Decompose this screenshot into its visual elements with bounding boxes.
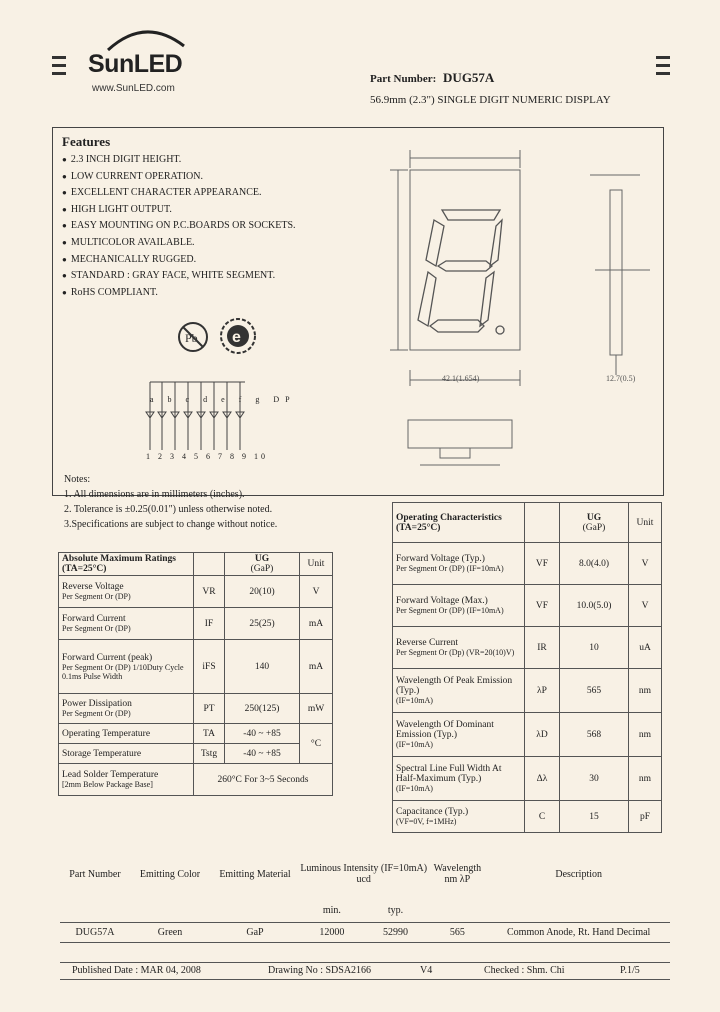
row-sub: Per Segment Or (DP) (IF=10mA) xyxy=(396,606,504,615)
row-name: Forward Current (peak) xyxy=(62,652,153,663)
row-value: 20(10) xyxy=(225,576,300,608)
footer-drawing: Drawing No : SDSA2166 xyxy=(268,965,372,976)
product-description: Common Anode, Rt. Hand Decimal xyxy=(507,926,651,938)
row-name: Wavelength Of Dominant Emission (Typ.) xyxy=(396,720,494,740)
abs-max-col-unit: Unit xyxy=(300,553,333,576)
product-typ: 52990 xyxy=(383,926,409,938)
notes-title: Notes: xyxy=(64,474,91,485)
circuit-pin-labels: a b c d e f g DP xyxy=(150,395,296,404)
row-value: 10 xyxy=(560,627,629,669)
table-row xyxy=(59,694,333,724)
row-unit: V xyxy=(629,543,662,585)
row-value: 10.0(5.0) xyxy=(560,585,629,627)
row-sub: [2mm Below Package Base] xyxy=(62,780,153,789)
product-col-material: Emitting Material xyxy=(219,868,291,880)
page-footer xyxy=(60,962,670,980)
table-row xyxy=(393,627,662,669)
package-side-drawing xyxy=(580,150,660,390)
row-symbol: iFS xyxy=(194,640,225,694)
col-ug: UG xyxy=(586,512,602,523)
product-part: DUG57A xyxy=(75,926,115,938)
op-char-col-ug xyxy=(560,503,629,543)
row-value: 140 xyxy=(225,640,300,694)
col-gap: (GaP) xyxy=(250,564,274,574)
row-name: Power Dissipation xyxy=(62,699,132,709)
feature-item: ● STANDARD : GRAY FACE, WHITE SEGMENT. xyxy=(62,268,296,285)
feature-item: ● 2.3 INCH DIGIT HEIGHT. xyxy=(62,152,296,169)
row-unit: V xyxy=(629,585,662,627)
row-value: 30 xyxy=(560,757,629,801)
product-col-part: Part Number xyxy=(69,868,121,880)
footer-page: P.1/5 xyxy=(620,965,640,976)
feature-item: ● LOW CURRENT OPERATION. xyxy=(62,169,296,186)
feature-item: ● HIGH LIGHT OUTPUT. xyxy=(62,202,296,219)
svg-text:Pb: Pb xyxy=(185,331,198,345)
product-col-color: Emitting Color xyxy=(139,868,201,880)
row-value: 8.0(4.0) xyxy=(560,543,629,585)
note-line: 3.Specifications are subject to change without notice. xyxy=(64,519,278,530)
dim-depth: 12.7(0.5) xyxy=(606,374,636,383)
footer-version: V4 xyxy=(420,965,433,976)
row-symbol: Δλ xyxy=(525,757,560,801)
product-wavelength: 565 xyxy=(449,926,465,938)
col-ug: UG xyxy=(254,554,270,564)
logo-text: SunLED xyxy=(88,50,183,78)
product-min: 12000 xyxy=(319,926,345,938)
table-row xyxy=(393,801,662,833)
table-row xyxy=(393,585,662,627)
table-row xyxy=(59,608,333,640)
dim-width: 42.1(1.654) xyxy=(442,374,480,383)
doc-subtitle: 56.9mm (2.3") SINGLE DIGIT NUMERIC DISPLAY xyxy=(370,94,611,106)
table-row xyxy=(59,640,333,694)
row-name: Wavelength Of Peak Emission (Typ.) xyxy=(396,676,513,696)
row-sub: (IF=10mA) xyxy=(396,740,433,749)
notes-block xyxy=(64,472,277,532)
table-row xyxy=(59,764,333,796)
part-number: DUG57A xyxy=(443,70,495,85)
row-name: Reverse Current xyxy=(396,638,458,648)
row-value: 250(125) xyxy=(225,694,300,724)
product-min-label: min. xyxy=(322,905,341,917)
table-row xyxy=(60,922,670,942)
op-char-header xyxy=(393,503,525,543)
abs-max-table xyxy=(58,552,333,796)
product-typ-label: typ. xyxy=(387,905,404,917)
row-sub: Per Segment Or (Dp) (VR=20(10)V) xyxy=(396,648,515,657)
table-row xyxy=(393,713,662,757)
row-unit: mA xyxy=(300,640,333,694)
part-number-line xyxy=(370,70,494,86)
rohs-e-icon xyxy=(218,316,258,356)
note-line: 1. All dimensions are in millimeters (inches). xyxy=(64,489,245,500)
footer-checked: Checked : Shm. Chi xyxy=(484,965,565,976)
feature-item: ● EXCELLENT CHARACTER APPEARANCE. xyxy=(62,185,296,202)
table-row xyxy=(59,724,333,744)
table-row xyxy=(59,576,333,608)
features-list xyxy=(62,152,296,301)
feature-item: ● MECHANICALLY RUGGED. xyxy=(62,252,296,269)
part-number-label: Part Number: xyxy=(370,73,437,85)
svg-text:e: e xyxy=(232,329,241,346)
product-col-intensity: Luminous Intensity (IF=10mA) ucd xyxy=(300,863,428,885)
row-unit: uA xyxy=(629,627,662,669)
op-char-title: Operating Characteristics xyxy=(396,512,502,523)
row-unit: nm xyxy=(629,713,662,757)
product-material: GaP xyxy=(246,926,264,938)
row-sub: (VF=0V, f=1MHz) xyxy=(396,817,457,826)
product-table xyxy=(60,848,670,943)
row-unit: nm xyxy=(629,757,662,801)
row-symbol: TA xyxy=(194,724,225,744)
row-symbol: IF xyxy=(194,608,225,640)
logo-sun-arc-icon xyxy=(100,22,190,52)
feature-item: ● EASY MOUNTING ON P.C.BOARDS OR SOCKETS. xyxy=(62,218,296,235)
abs-max-header xyxy=(59,553,194,576)
row-unit: V xyxy=(300,576,333,608)
table-row xyxy=(59,744,333,764)
row-name: Reverse Voltage xyxy=(62,582,124,592)
row-value: -40 ~ +85 xyxy=(225,724,300,744)
row-unit: mA xyxy=(300,608,333,640)
op-char-cond: (TA=25°C) xyxy=(396,522,441,533)
row-sub: Per Segment Or (DP) xyxy=(62,592,131,601)
table-row xyxy=(393,757,662,801)
row-value: 260°C For 3~5 Seconds xyxy=(194,764,333,796)
row-symbol: PT xyxy=(194,694,225,724)
product-color: Green xyxy=(157,926,183,938)
row-value: 25(25) xyxy=(225,608,300,640)
row-name: Spectral Line Full Width At Half-Maximum (Typ.) xyxy=(396,764,502,784)
circuit-pin-numbers: 1 2 3 4 5 6 7 8 9 10 xyxy=(146,452,268,461)
row-symbol: λD xyxy=(525,713,560,757)
col-gap: (GaP) xyxy=(582,522,606,533)
package-bottom-drawing xyxy=(400,415,520,485)
row-sub: Per Segment Or (DP) xyxy=(62,624,131,633)
package-front-drawing xyxy=(370,130,560,400)
row-name: Operating Temperature xyxy=(59,724,194,744)
abs-max-title: Absolute Maximum Ratings xyxy=(62,554,177,564)
row-name: Lead Solder Temperature xyxy=(62,770,159,780)
circuit-diagram xyxy=(140,360,255,460)
row-symbol: VR xyxy=(194,576,225,608)
row-symbol: VF xyxy=(525,585,560,627)
product-col-wavelength: Wavelength nm λP xyxy=(433,863,482,885)
row-symbol: λP xyxy=(525,669,560,713)
feature-item: ● RoHS COMPLIANT. xyxy=(62,285,296,302)
row-name: Forward Voltage (Typ.) xyxy=(396,554,485,564)
footer-published: Published Date : MAR 04, 2008 xyxy=(72,965,201,976)
features-title: Features xyxy=(62,134,111,149)
product-col-description: Description xyxy=(555,868,603,880)
row-unit: mW xyxy=(300,694,333,724)
row-name: Forward Current xyxy=(62,614,126,624)
row-name: Capacitance (Typ.) xyxy=(396,807,469,817)
row-name: Storage Temperature xyxy=(59,744,194,764)
note-line: 2. Tolerance is ±0.25(0.01") unless otherwise noted. xyxy=(64,504,273,515)
row-sub: Per Segment Or (DP) xyxy=(62,709,131,718)
row-sub: Per Segment Or (DP) (IF=10mA) xyxy=(396,564,504,573)
row-unit: °C xyxy=(300,724,333,764)
row-unit: pF xyxy=(629,801,662,833)
abs-max-cond: (TA=25°C) xyxy=(62,564,107,574)
row-value: 568 xyxy=(560,713,629,757)
op-char-col-unit: Unit xyxy=(629,503,662,543)
abs-max-col-ug xyxy=(225,553,300,576)
row-sub: (IF=10mA) xyxy=(396,696,433,705)
row-symbol: VF xyxy=(525,543,560,585)
table-row xyxy=(393,669,662,713)
row-sub: Per Segment Or (DP) 1/10Duty Cycle 0.1ms Pulse Width xyxy=(62,662,184,681)
row-symbol: Tstg xyxy=(194,744,225,764)
feature-item: ● MULTICOLOR AVAILABLE. xyxy=(62,235,296,252)
row-sub: (IF=10mA) xyxy=(396,784,433,793)
row-value: 565 xyxy=(560,669,629,713)
row-value: 15 xyxy=(560,801,629,833)
op-char-table xyxy=(392,502,662,833)
row-symbol: IR xyxy=(525,627,560,669)
row-name: Forward Voltage (Max.) xyxy=(396,596,488,606)
row-value: -40 ~ +85 xyxy=(225,744,300,764)
pb-free-icon xyxy=(176,320,210,354)
row-symbol: C xyxy=(525,801,560,833)
table-row xyxy=(393,543,662,585)
row-unit: nm xyxy=(629,669,662,713)
website-link[interactable]: www.SunLED.com xyxy=(92,83,175,94)
